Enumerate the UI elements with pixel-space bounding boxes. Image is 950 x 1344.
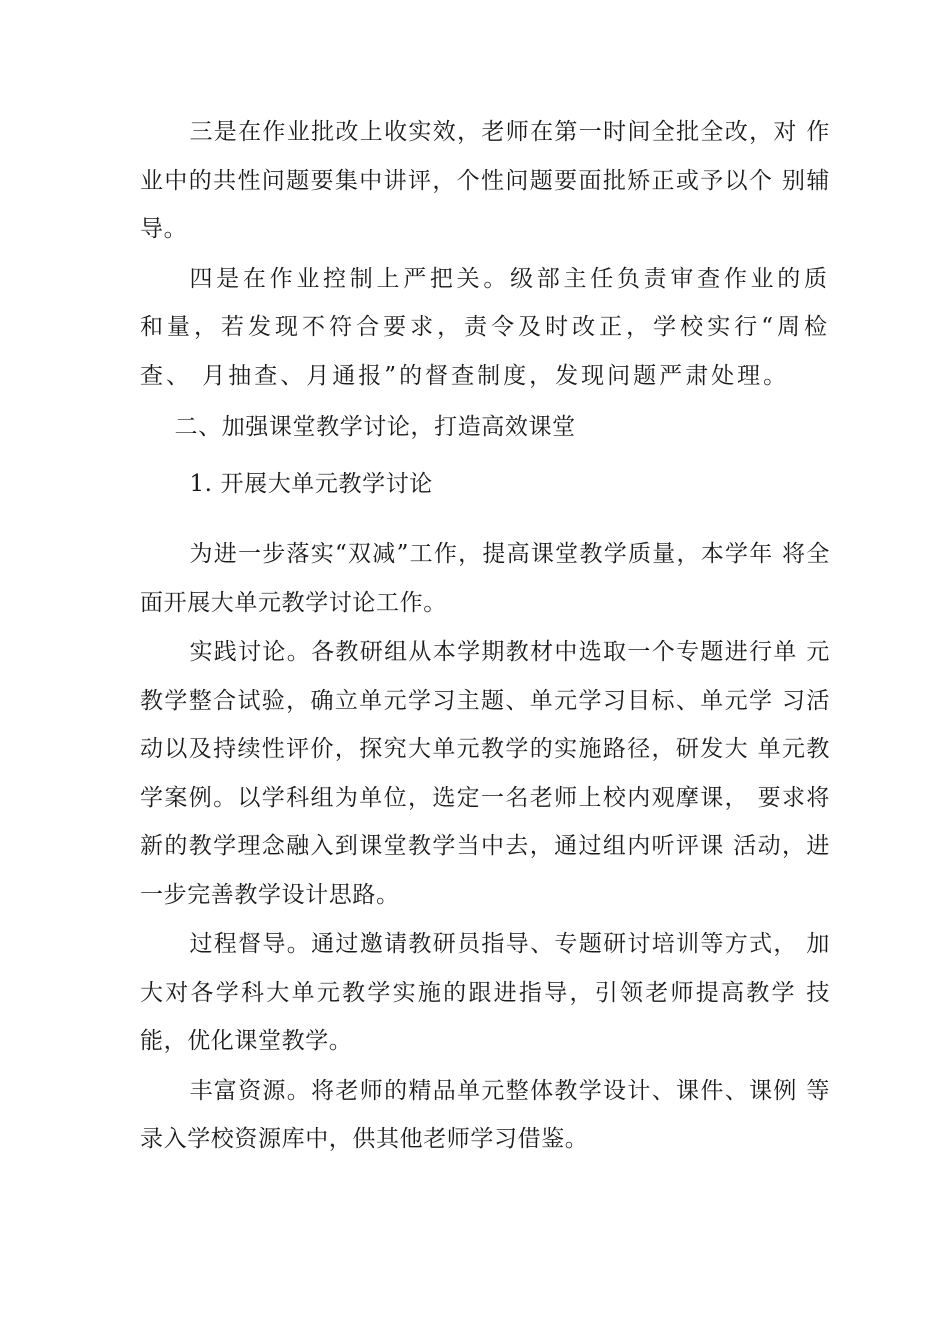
paragraph-homework-control: 四是在作业控制上严把关。级部主任负责审查作业的质和量，若发现不符合要求，责令及时改正，学校实行“周检查、 月抽查、月通报”的督查制度，发现问题严肃处理。 (140, 265, 830, 389)
paragraph-process-supervision: 过程督导。通过邀请教研员指导、专题研讨培训等方式， 加大对各学科大单元教学实施的跟进指导，引领老师提高教学 技能，优化课堂教学。 (140, 931, 830, 1054)
paragraph-homework-grading: 三是在作业批改上收实效，老师在第一时间全批全改，对 作业中的共性问题要集中讲评，个性问题要面批矫正或予以个 别辅导。 (140, 119, 830, 242)
paragraph-enrich-resources: 丰富资源。将老师的精品单元整体教学设计、课件、课例 等录入学校资源库中，供其他老师学习借鉴。 (140, 1077, 830, 1152)
section-heading-classroom-teaching: 二、加强课堂教学讨论，打造高效课堂 (174, 414, 576, 440)
paragraph-practice-discussion: 实践讨论。各教研组从本学期教材中选取一个专题进行单 元教学整合试验，确立单元学习主题、单元学习目标、单元学 习活动以及持续性评价，探究大单元教学的实施路径，研发大 单元教学案例。以学科组为单位，选定一名老师上校内观摩课， 要求将新的教学理念融入到课堂教学当中去，通过组内听评课 活动，进一步完善教学设计思路。 (140, 639, 830, 908)
paragraph-double-reduction: 为进一步落实“双减”工作，提高课堂教学质量，本学年 将全面开展大单元教学讨论工作。 (140, 541, 830, 616)
document-body (140, 108, 830, 1165)
subsection-heading-unit-teaching: 1. 开展大单元教学讨论 (189, 470, 433, 497)
